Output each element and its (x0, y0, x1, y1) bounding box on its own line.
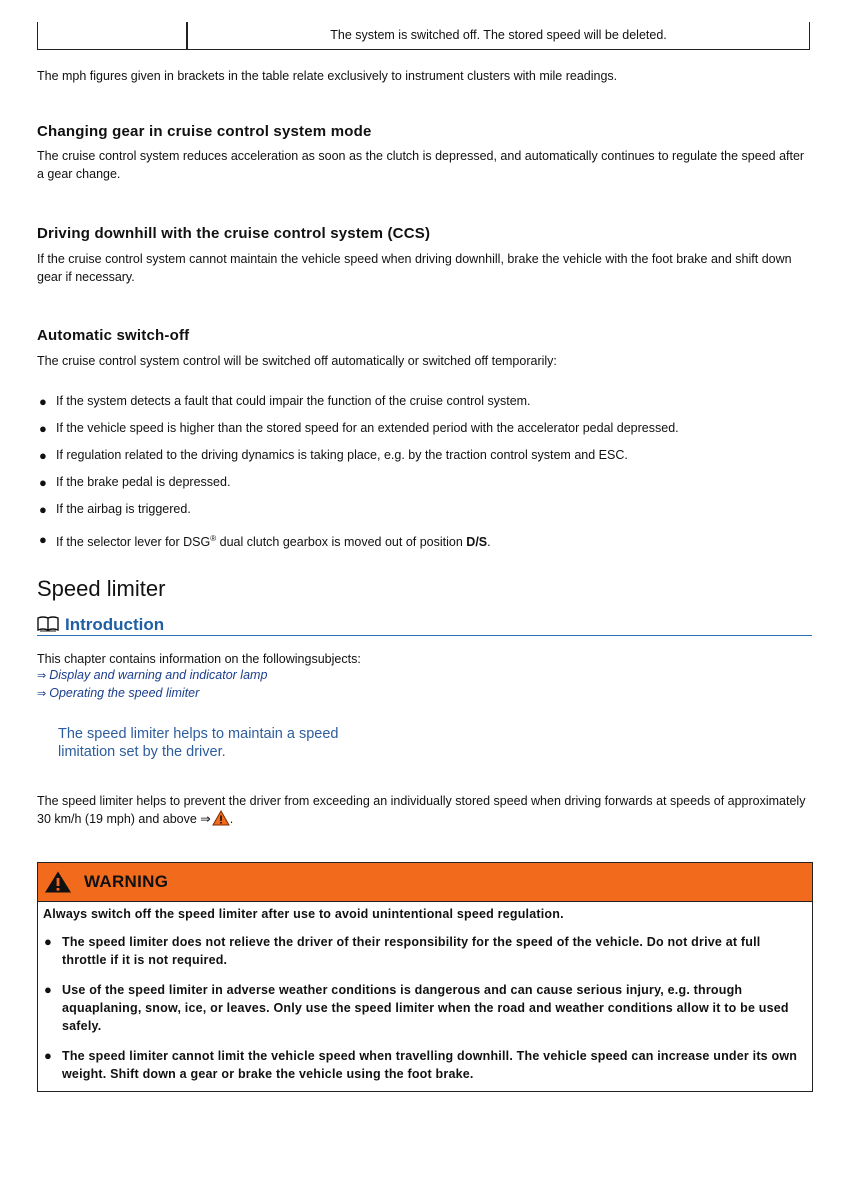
chapter-line: This chapter contains information on the followingsubjects: (37, 652, 361, 666)
table-cell: The system is switched off. The stored speed will be deleted. (330, 28, 667, 42)
warning-lead: Always switch off the speed limiter after use to avoid unintentional speed regulation. (43, 907, 564, 921)
section-heading-gear: Changing gear in cruise control system mode (37, 123, 372, 140)
page-title: Speed limiter (37, 576, 166, 601)
list-item: ● If regulation related to the driving dynamics is taking place, e.g. by the traction control system and ESC. (39, 448, 628, 463)
list-item: ● The speed limiter does not relieve the driver of their responsibility for the speed of the vehicle. Do not drive at full throttle if it is not required. (44, 934, 761, 967)
bullet-icon: ● (39, 448, 47, 463)
bullet-icon: ● (39, 394, 47, 409)
bullet-icon: ● (44, 982, 53, 997)
warning-triangle-icon (44, 870, 72, 899)
switch-off-list (37, 392, 812, 560)
gear-position: D/S (466, 535, 488, 549)
list-item: ● If the system detects a fault that could impair the function of the cruise control system. (39, 394, 531, 409)
introduction-title: Introduction (65, 615, 165, 634)
table-fragment (37, 22, 810, 50)
warning-triangle-icon[interactable] (212, 810, 230, 831)
list-item: ● If the brake pedal is depressed. (39, 475, 231, 490)
section-heading-switch-off: Automatic switch-off (37, 327, 190, 344)
book-icon (37, 616, 59, 637)
warning-header (38, 863, 812, 902)
list-item: ● If the airbag is triggered. (39, 502, 191, 517)
list-item: ● Use of the speed limiter in adverse weather conditions is dangerous and can cause serious injury, e.g. through aquaplaning, snow, ice, or leaves. Only use the speed limiter when the road and weather conditions allow it to be used safely. (44, 982, 789, 1033)
bullet-icon: ● (39, 421, 47, 436)
arrow-right-icon: ⇒ (37, 688, 47, 700)
callout-text: The speed limiter helps to maintain a speed limitation set by the driver. (58, 726, 339, 760)
introduction-header (37, 614, 812, 636)
section-body-downhill: If the cruise control system cannot maintain the vehicle speed when driving downhill, brake the vehicle with the foot brake and shift down gear if necessary. (37, 252, 792, 284)
bullet-icon: ● (44, 934, 53, 949)
section-body-gear: The cruise control system reduces acceleration as soon as the clutch is depressed, and automatically continues to regulate the speed after a gear change. (37, 149, 805, 181)
list-item: ● If the selector lever for DSG® dual clutch gearbox is moved out of position D/S. (39, 532, 491, 549)
mph-note: The mph figures given in brackets in the table relate exclusively to instrument clusters with mile readings. (37, 69, 618, 83)
warning-label: WARNING (84, 872, 169, 891)
bullet-icon: ● (39, 475, 47, 490)
link-display-lamp[interactable]: ⇒ Display and warning and indicator lamp (37, 668, 268, 682)
warning-box (37, 862, 813, 1092)
warning-list (43, 933, 807, 1095)
bullet-icon: ● (39, 532, 47, 547)
list-item: ● If the vehicle speed is higher than the stored speed for an extended period with the accelerator pedal depressed. (39, 421, 679, 436)
arrow-right-icon: ⇒ (37, 670, 47, 682)
link-operating-limiter[interactable]: ⇒ Operating the speed limiter (37, 686, 200, 700)
list-item: ● The speed limiter cannot limit the vehicle speed when travelling downhill. The vehicle speed can increase under its own weight. Shift down a gear or brake the vehicle using the foot brake. (44, 1048, 798, 1081)
bullet-icon: ● (44, 1048, 53, 1063)
speed-limiter-body: The speed limiter helps to prevent the driver from exceeding an individually stored speed when driving forwards at speeds of approximately 30 km/h (19 mph) and above ⇒ . (37, 792, 812, 831)
section-body-switch-off: The cruise control system control will be switched off automatically or switched off temporarily: (37, 354, 557, 368)
section-heading-downhill: Driving downhill with the cruise control system (CCS) (37, 225, 431, 242)
bullet-icon: ● (39, 502, 47, 517)
